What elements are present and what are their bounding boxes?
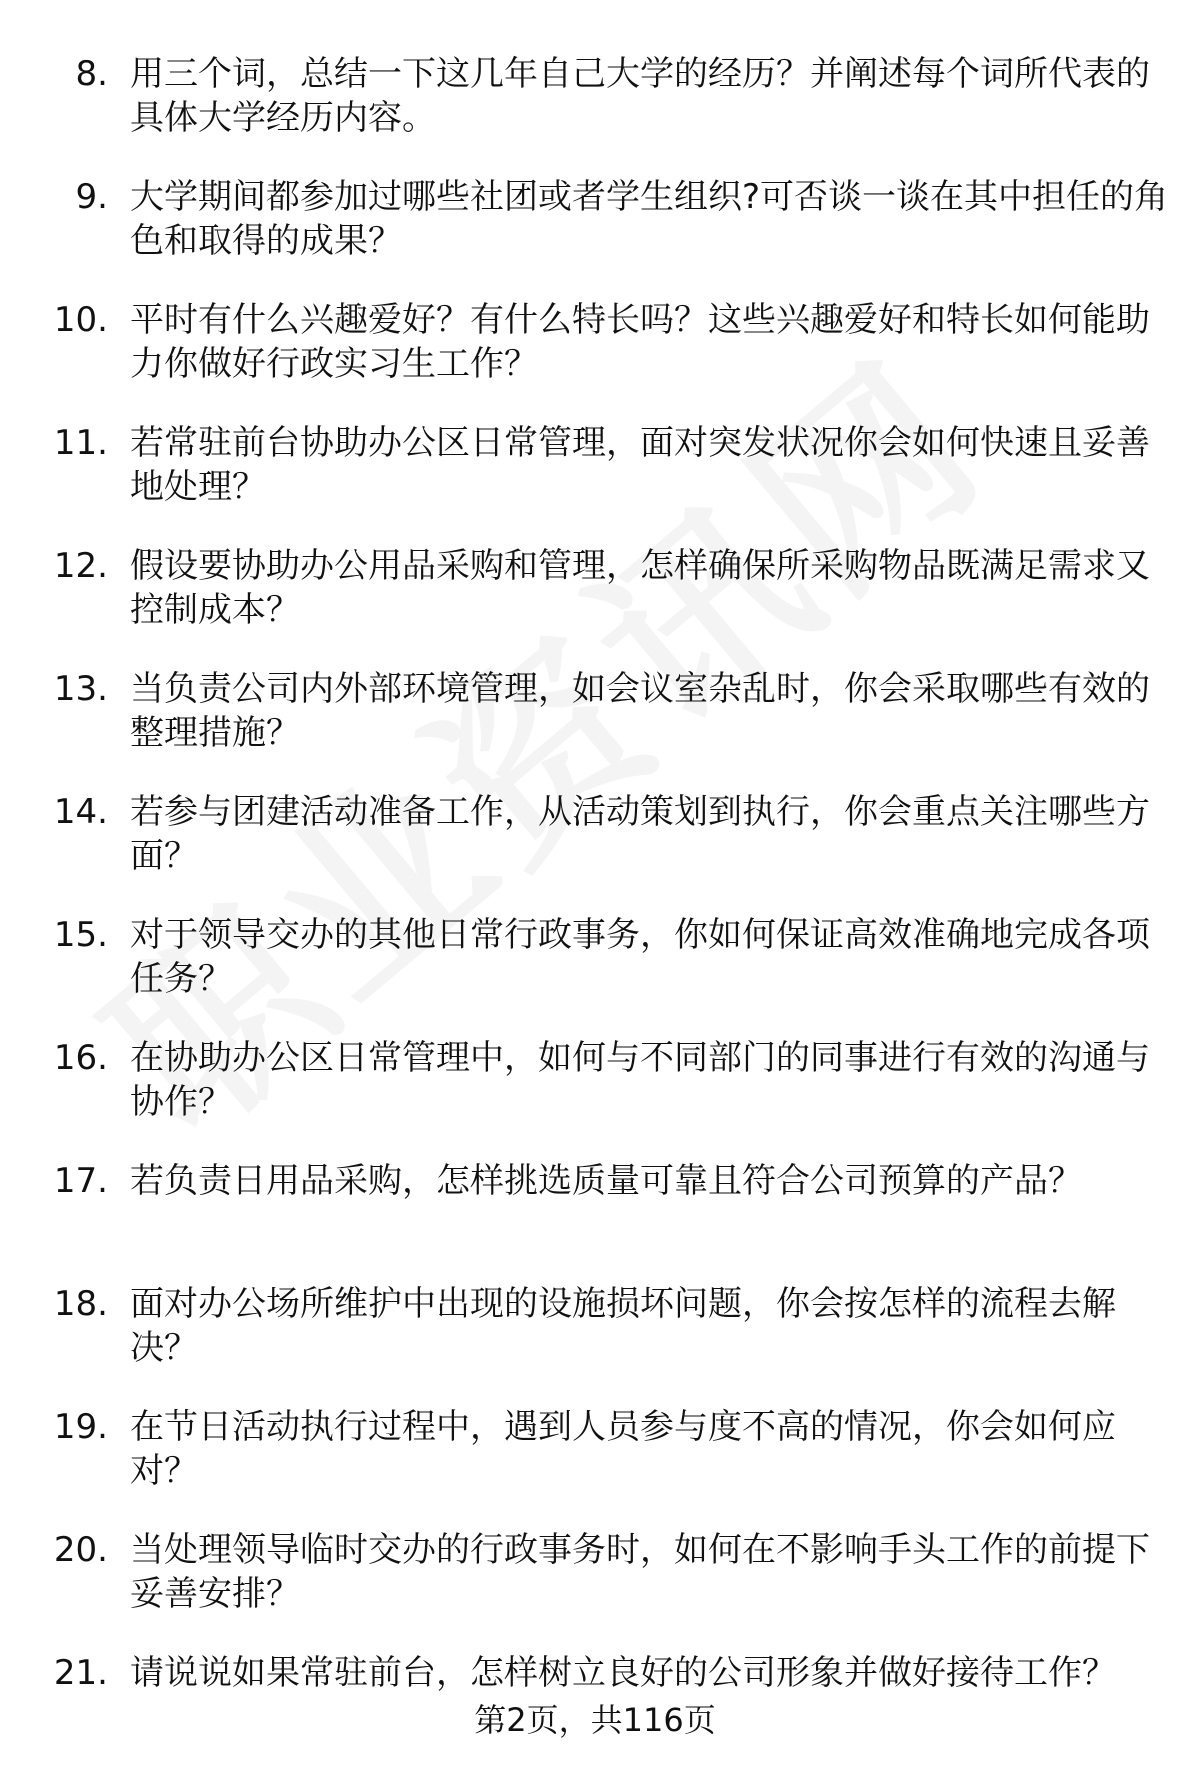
question-text: 若常驻前台协助办公区日常管理，面对突发状况你会如何快速且妥善地处理？ [130,423,1150,507]
question-number: 20. [53,1530,108,1570]
question-number: 17. [53,1161,108,1201]
list-item [0,1405,1190,1528]
question-number: 14. [53,792,108,832]
list-item [0,1036,1190,1159]
question-text: 在节日活动执行过程中，遇到人员参与度不高的情况，你会如何应对？ [130,1407,1116,1491]
question-text: 对于领导交办的其他日常行政事务，你如何保证高效准确地完成各项任务？ [130,915,1150,999]
list-item [0,544,1190,667]
list-item [0,1528,1190,1651]
question-text: 平时有什么兴趣爱好？有什么特长吗？这些兴趣爱好和特长如何能助力你做好行政实习生工作？ [130,300,1150,384]
list-item [0,667,1190,790]
question-text: 请说说如果常驻前台，怎样树立良好的公司形象并做好接待工作？ [130,1653,1116,1693]
list-item [0,790,1190,913]
question-text: 用三个词，总结一下这几年自己大学的经历？并阐述每个词所代表的具体大学经历内容。 [130,54,1150,138]
list-item [0,175,1190,298]
list-item [0,913,1190,1036]
question-number: 8. [75,54,108,94]
page-number-footer: 第2页，共116页 [474,1701,716,1739]
list-item [0,298,1190,421]
question-number: 9. [75,177,108,217]
question-number: 18. [53,1284,108,1324]
list-item [0,52,1190,175]
question-number: 15. [53,915,108,955]
question-number: 11. [53,423,108,463]
question-number: 13. [53,669,108,709]
question-text: 若参与团建活动准备工作，从活动策划到执行，你会重点关注哪些方面？ [130,792,1150,876]
list-item [0,421,1190,544]
question-number: 16. [53,1038,108,1078]
question-text: 当处理领导临时交办的行政事务时，如何在不影响手头工作的前提下妥善安排？ [130,1530,1150,1614]
question-text: 面对办公场所维护中出现的设施损坏问题，你会按怎样的流程去解决？ [130,1284,1116,1368]
question-list [0,52,1190,1774]
question-number: 12. [53,546,108,586]
question-text: 若负责日用品采购，怎样挑选质量可靠且符合公司预算的产品？ [130,1161,1082,1201]
question-text: 假设要协助办公用品采购和管理，怎样确保所采购物品既满足需求又控制成本？ [130,546,1150,630]
question-text: 当负责公司内外部环境管理，如会议室杂乱时，你会采取哪些有效的整理措施？ [130,669,1150,753]
list-item [0,1282,1190,1405]
question-number: 21. [53,1653,108,1693]
list-item [0,1159,1190,1282]
question-number: 19. [53,1407,108,1447]
question-text: 在协助办公区日常管理中，如何与不同部门的同事进行有效的沟通与协作？ [130,1038,1150,1122]
question-number: 10. [53,300,108,340]
question-text: 大学期间都参加过哪些社团或者学生组织?可否谈一谈在其中担任的角色和取得的成果？ [130,177,1169,261]
